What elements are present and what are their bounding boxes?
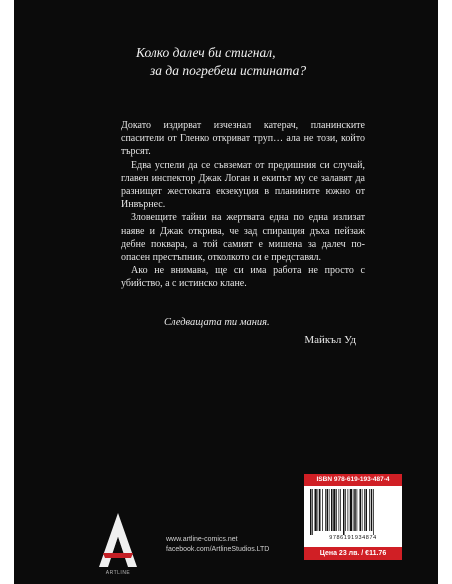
barcode (308, 489, 398, 535)
barcode-bar (360, 489, 362, 531)
barcode-bar (366, 489, 368, 531)
barcode-bar (322, 489, 323, 531)
barcode-bar (364, 489, 365, 531)
barcode-bar (362, 489, 363, 531)
publisher-logo-icon (93, 509, 143, 573)
blurb-paragraph-3: Зловещите тайни на жертвата една по една излизат наяве и Джак открива, че зад спиращия дъха пейзаж дебне покварa, а той самият е мишена за далеч по-опасен престъпник, отколкото си е представял. (121, 212, 365, 264)
barcode-bar (373, 489, 374, 535)
barcode-bar (333, 489, 335, 531)
isbn-box (304, 474, 402, 560)
barcode-number: 9786191934874 (329, 535, 377, 541)
blurb (121, 119, 365, 291)
barcode-bar (371, 489, 373, 531)
barcode-bar (319, 489, 321, 531)
barcode-bar (354, 489, 356, 531)
barcode-bar (318, 489, 319, 531)
publisher-links (166, 535, 306, 555)
barcode-bar (348, 489, 349, 531)
blurb-paragraph-2: Едва успели да се съвземат от предишния си случай, главен инспектор Джак Логан и екипът му се залавят да разнищят жестоката екзекуция в планините южно от Инвърнес. (121, 159, 365, 211)
barcode-bar (312, 489, 313, 535)
barcode-bar (353, 489, 354, 531)
barcode-bar (369, 489, 370, 531)
quote-text: Следващата ти мания. (164, 317, 270, 328)
barcode-bar (331, 489, 333, 531)
facebook-link[interactable]: facebook.com/ArtlineStudios.LTD (166, 546, 270, 553)
barcode-bar (340, 489, 341, 531)
tagline-line-1: Колко далеч би стигнал, (136, 45, 276, 60)
isbn-label: ISBN 978-619-193-487-4 (304, 474, 402, 486)
barcode-bar (329, 489, 330, 531)
blurb-paragraph-4: Ако не внимава, ще си има работа не просто с убийство, а с истинско клане. (121, 265, 365, 290)
barcode-bar (336, 489, 337, 531)
barcode-bar (327, 489, 329, 531)
website-link[interactable]: www.artline-comics.net (166, 536, 238, 543)
barcode-bar (339, 489, 340, 531)
publisher-logo-text: ARTLINE (105, 570, 131, 576)
back-cover (14, 0, 438, 584)
price-label: Цена 23 лв. / €11.76 (304, 547, 402, 560)
barcode-bar (350, 489, 352, 531)
barcode-bar (315, 489, 317, 531)
barcode-bar (357, 489, 358, 531)
barcode-bar (310, 489, 312, 535)
barcode-bar (343, 489, 345, 535)
review-quote (164, 317, 374, 346)
tagline-line-2: за да погребеш истината? (150, 63, 307, 78)
blurb-paragraph-1: Докато издирват изчезнал катерач, планинските спасители от Гленко откриват труп… ала не този, който търсят. (121, 120, 365, 158)
tagline (136, 44, 366, 80)
barcode-bar (345, 489, 346, 531)
barcode-bar (325, 489, 326, 531)
quote-author: Майкъл Уд (304, 334, 356, 346)
